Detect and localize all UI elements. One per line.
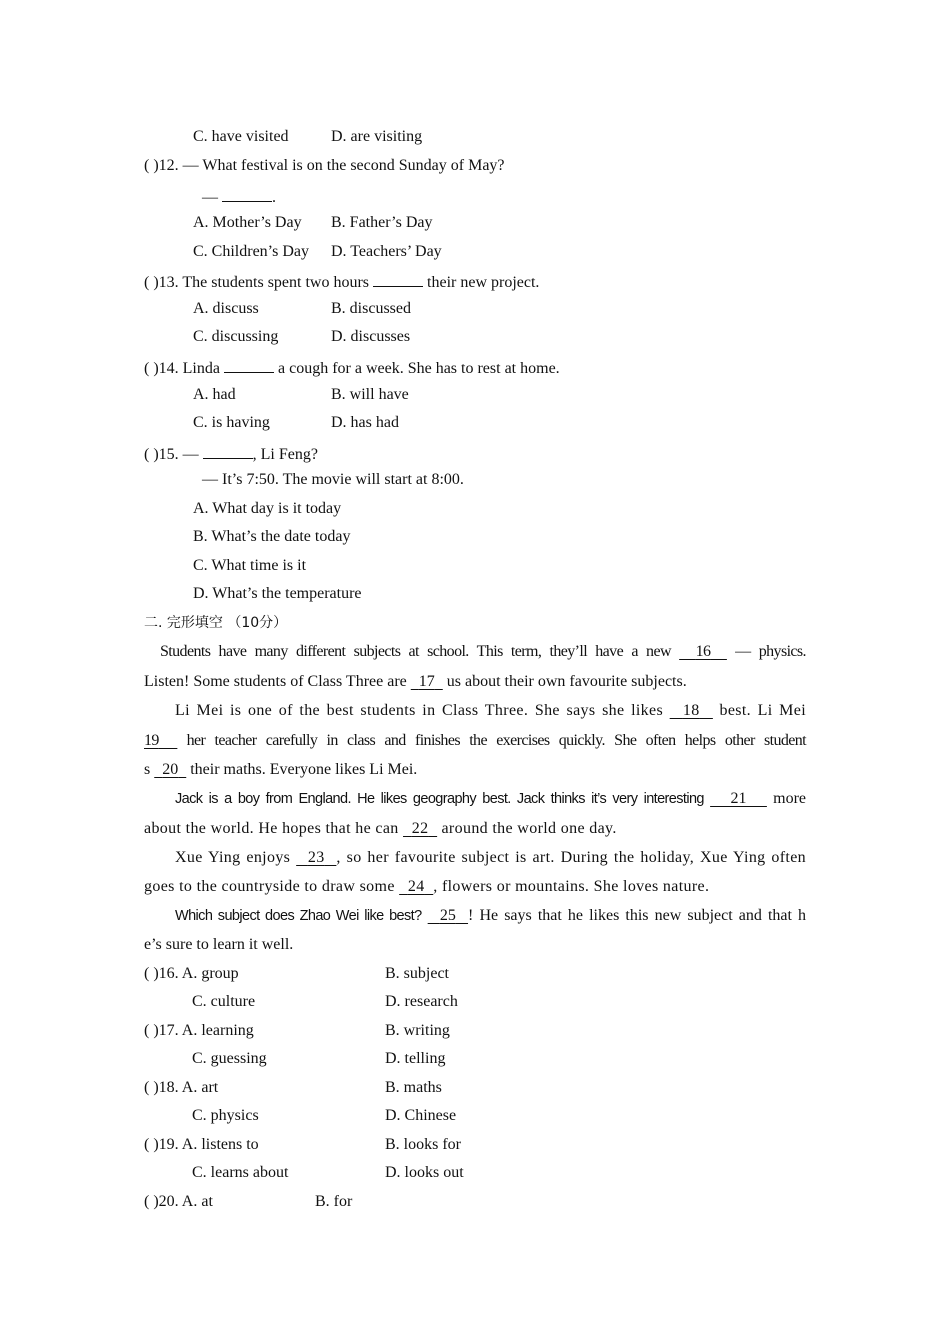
q14-option-a: A. had xyxy=(193,386,236,403)
q16-option-c: C. culture xyxy=(192,993,256,1010)
passage-text: Listen! Some students of Class Three are xyxy=(144,673,407,690)
question-stem-after: , Li Feng? xyxy=(252,446,318,463)
question-13 xyxy=(144,270,539,293)
q16-option-b: B. subject xyxy=(385,965,449,982)
passage-text: about the world. He hopes that he can xyxy=(144,820,399,837)
q15-option-c: C. What time is it xyxy=(193,557,307,574)
passage-text: Jack is a boy from England. He likes geography best. Jack thinks it’s very interesting xyxy=(175,791,704,807)
q17-option-d: D. telling xyxy=(385,1050,446,1067)
question-stem-before: Linda xyxy=(182,360,220,377)
q18-option-a: A. art xyxy=(181,1079,219,1096)
q20-option-a: A. at xyxy=(181,1193,213,1210)
question-stem-before: — xyxy=(182,446,199,463)
question-14 xyxy=(144,356,560,379)
passage-text: us about their own favourite subjects. xyxy=(446,673,687,690)
blank-number-23: 23 xyxy=(307,849,325,866)
q15-option-b: B. What’s the date today xyxy=(193,528,351,545)
question-stem-after: their new project. xyxy=(427,274,540,291)
blank-number-18: 18 xyxy=(682,702,700,719)
passage-line xyxy=(144,877,806,897)
passage-line xyxy=(144,760,806,780)
passage-text: her teacher carefully in class and finishes the exercises quickly. She often helps other student xyxy=(186,732,806,749)
blank-number-21: 21 xyxy=(730,790,747,807)
question-number: ( )15. xyxy=(144,446,179,463)
question-15 xyxy=(144,442,318,465)
passage-line xyxy=(160,642,806,662)
q18-option-b: B. maths xyxy=(385,1079,442,1096)
q19-option-d: D. looks out xyxy=(385,1164,464,1181)
reply-dash: — xyxy=(202,189,218,206)
question-20 xyxy=(144,1192,213,1212)
q18-option-d: D. Chinese xyxy=(385,1107,457,1124)
q17-option-a: A. learning xyxy=(181,1022,254,1039)
q11-option-d: D. are visiting xyxy=(331,128,423,145)
q11-option-c: C. have visited xyxy=(193,128,289,145)
question-number: ( )18. xyxy=(144,1079,179,1096)
blank-number-22: 22 xyxy=(411,820,429,837)
blank-number-16: 16 xyxy=(695,643,711,660)
question-number: ( )19. xyxy=(144,1136,179,1153)
question-number: ( )13. xyxy=(144,274,179,291)
passage-text: Students have many different subjects at school. This term, they’ll have a new xyxy=(160,643,671,660)
q19-option-b: B. looks for xyxy=(385,1136,461,1153)
passage-text: Xue Ying enjoys xyxy=(175,849,291,866)
passage-text: — physics. xyxy=(735,643,806,660)
q12-option-d: D. Teachers’ Day xyxy=(331,243,442,260)
passage-line xyxy=(175,848,806,868)
blank-number-17: 17 xyxy=(418,673,435,690)
answer-blank[interactable] xyxy=(224,356,274,373)
question-stem-before: The students spent two hours xyxy=(182,274,370,291)
passage-text: , so her favourite subject is art. During the holiday, Xue Ying often xyxy=(336,849,807,866)
q13-option-a: A. discuss xyxy=(193,300,259,317)
q15-option-a: A. What day is it today xyxy=(193,500,342,517)
q15-option-d: D. What’s the temperature xyxy=(193,585,362,602)
question-number: ( )20. xyxy=(144,1193,179,1210)
passage-text: around the world one day. xyxy=(441,820,617,837)
question-number: ( )16. xyxy=(144,965,179,982)
q13-option-b: B. discussed xyxy=(331,300,411,317)
q14-option-c: C. is having xyxy=(193,414,270,431)
q15-reply: — It’s 7:50. The movie will start at 8:00. xyxy=(202,471,464,488)
passage-line xyxy=(175,906,806,926)
blank-number-25: 25 xyxy=(439,907,456,924)
q13-option-c: C. discussing xyxy=(193,328,279,345)
q12-reply: — . xyxy=(202,185,276,208)
passage-text: goes to the countryside to draw some xyxy=(144,878,395,895)
passage-text: s xyxy=(144,761,151,778)
q17-option-c: C. guessing xyxy=(192,1050,267,1067)
passage-line xyxy=(175,701,806,721)
question-number: ( )12. xyxy=(144,157,179,174)
q18-option-c: C. physics xyxy=(192,1107,259,1124)
passage-line xyxy=(144,731,806,751)
q16-option-d: D. research xyxy=(385,993,458,1010)
answer-blank[interactable] xyxy=(373,270,423,287)
q19-option-a: A. listens to xyxy=(181,1136,259,1153)
passage-text: Li Mei is one of the best students in Class Three. She says she likes xyxy=(175,702,664,719)
passage-line: e’s sure to learn it well. xyxy=(144,936,294,953)
blank-number-24: 24 xyxy=(407,878,425,895)
q20-option-b: B. for xyxy=(315,1193,353,1210)
q19-option-c: C. learns about xyxy=(192,1164,289,1181)
section-title: 二. 完形填空 （10分） xyxy=(144,615,288,631)
passage-line xyxy=(144,819,806,839)
passage-line xyxy=(144,672,806,692)
passage-line xyxy=(175,789,806,809)
question-12 xyxy=(144,156,505,176)
q16-option-a: A. group xyxy=(181,965,239,982)
question-stem: — What festival is on the second Sunday of May? xyxy=(182,157,505,174)
question-19 xyxy=(144,1135,259,1155)
q17-option-b: B. writing xyxy=(385,1022,450,1039)
answer-blank[interactable] xyxy=(203,442,253,459)
q14-option-d: D. has had xyxy=(331,414,399,431)
passage-text: , flowers or mountains. She loves nature. xyxy=(433,878,710,895)
question-stem-after: a cough for a week. She has to rest at home. xyxy=(277,360,560,377)
answer-blank[interactable] xyxy=(222,185,272,202)
question-16 xyxy=(144,964,239,984)
passage-text: their maths. Everyone likes Li Mei. xyxy=(190,761,418,778)
question-18 xyxy=(144,1078,218,1098)
passage-text: ! He says that he likes this new subject and that h xyxy=(468,907,807,924)
q12-option-b: B. Father’s Day xyxy=(331,214,433,231)
q12-option-a: A. Mother’s Day xyxy=(193,214,302,231)
blank-number-19: 19 xyxy=(144,732,159,749)
blank-number-20: 20 xyxy=(162,761,179,778)
question-number: ( )14. xyxy=(144,360,179,377)
passage-text: more xyxy=(773,790,806,807)
question-17 xyxy=(144,1021,254,1041)
q12-option-c: C. Children’s Day xyxy=(193,243,309,260)
passage-text: Which subject does Zhao Wei like best? xyxy=(175,908,422,924)
passage-text: best. Li Mei xyxy=(719,702,807,719)
q14-option-b: B. will have xyxy=(331,386,409,403)
q13-option-d: D. discusses xyxy=(331,328,411,345)
question-number: ( )17. xyxy=(144,1022,179,1039)
